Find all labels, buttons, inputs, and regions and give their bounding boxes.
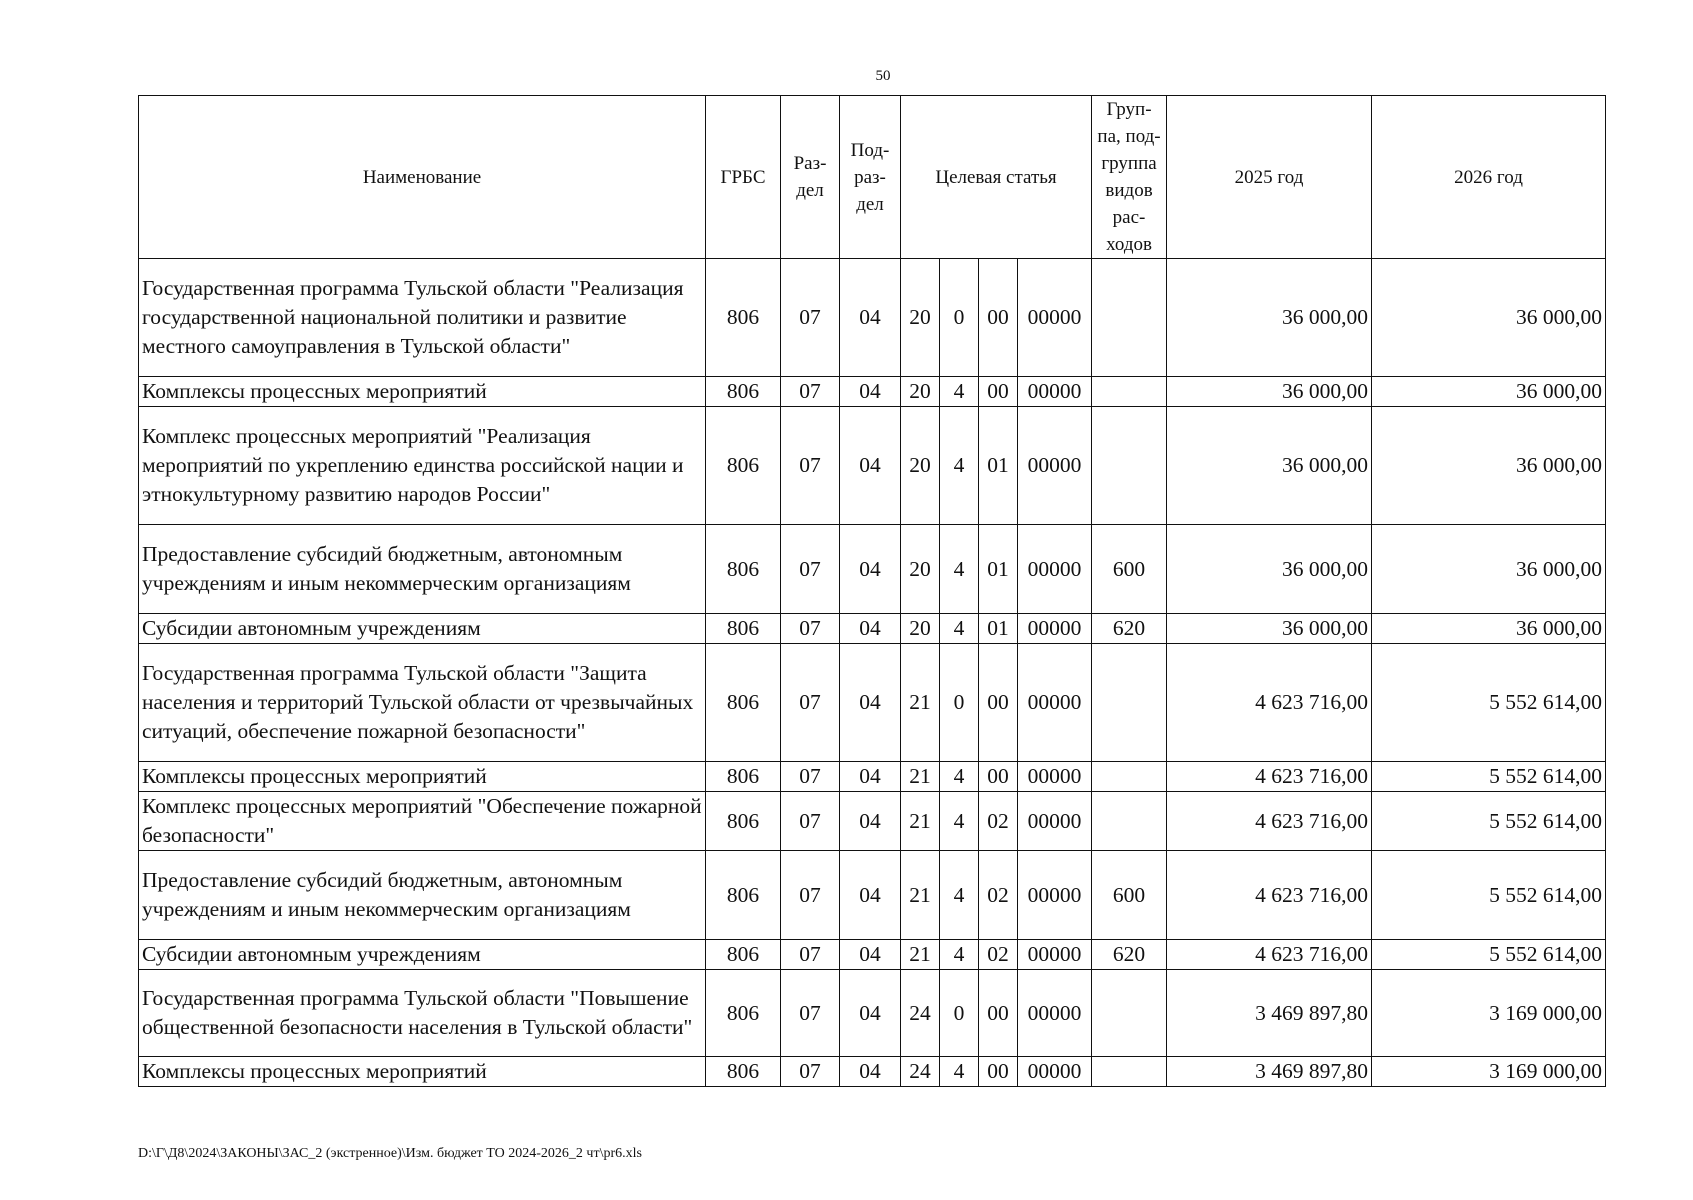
row-target-program: 24 xyxy=(901,970,940,1057)
row-target-type: 0 xyxy=(940,644,979,762)
row-name: Государственная программа Тульской области "Защита населения и территорий Тульской области от чрезвычайных ситуаций, обеспечение пожарной безопасности" xyxy=(139,644,706,762)
row-target-program: 20 xyxy=(901,259,940,377)
row-name: Государственная программа Тульской области "Повышение общественной безопасности населения в Тульской области" xyxy=(139,970,706,1057)
row-target-direction: 00000 xyxy=(1018,792,1092,851)
row-target-program: 20 xyxy=(901,377,940,407)
table-header-row xyxy=(139,96,1606,259)
row-target-program: 20 xyxy=(901,407,940,525)
header-year-2025: 2025 год xyxy=(1167,96,1372,259)
row-target-direction: 00000 xyxy=(1018,851,1092,940)
row-amount-2025: 4 623 716,00 xyxy=(1167,792,1372,851)
row-expense-group: 600 xyxy=(1092,851,1167,940)
row-podrazdel: 04 xyxy=(840,525,901,614)
row-target-subprogram: 01 xyxy=(979,407,1018,525)
row-target-program: 21 xyxy=(901,851,940,940)
table-row xyxy=(139,762,1606,792)
row-podrazdel: 04 xyxy=(840,407,901,525)
row-amount-2025: 4 623 716,00 xyxy=(1167,644,1372,762)
row-target-direction: 00000 xyxy=(1018,970,1092,1057)
row-expense-group: 620 xyxy=(1092,614,1167,644)
table-row xyxy=(139,644,1606,762)
row-podrazdel: 04 xyxy=(840,614,901,644)
row-target-type: 4 xyxy=(940,1057,979,1087)
table-row xyxy=(139,377,1606,407)
row-amount-2026: 5 552 614,00 xyxy=(1372,851,1606,940)
row-amount-2025: 4 623 716,00 xyxy=(1167,851,1372,940)
row-name: Комплексы процессных мероприятий xyxy=(139,762,706,792)
page-number: 50 xyxy=(875,68,891,84)
row-razdel: 07 xyxy=(781,970,840,1057)
row-expense-group xyxy=(1092,762,1167,792)
row-amount-2025: 36 000,00 xyxy=(1167,259,1372,377)
row-target-subprogram: 00 xyxy=(979,1057,1018,1087)
table-row xyxy=(139,1057,1606,1087)
row-target-subprogram: 02 xyxy=(979,940,1018,970)
row-expense-group: 620 xyxy=(1092,940,1167,970)
row-expense-group xyxy=(1092,407,1167,525)
header-name: Наименование xyxy=(139,96,706,259)
row-target-type: 0 xyxy=(940,259,979,377)
row-razdel: 07 xyxy=(781,940,840,970)
row-grbs: 806 xyxy=(706,259,781,377)
header-grbs: ГРБС xyxy=(706,96,781,259)
row-target-direction: 00000 xyxy=(1018,1057,1092,1087)
row-target-program: 21 xyxy=(901,792,940,851)
row-amount-2026: 3 169 000,00 xyxy=(1372,1057,1606,1087)
row-target-program: 21 xyxy=(901,940,940,970)
row-target-subprogram: 01 xyxy=(979,614,1018,644)
row-amount-2026: 36 000,00 xyxy=(1372,259,1606,377)
table-row xyxy=(139,940,1606,970)
row-razdel: 07 xyxy=(781,407,840,525)
row-grbs: 806 xyxy=(706,614,781,644)
row-razdel: 07 xyxy=(781,377,840,407)
row-name: Комплексы процессных мероприятий xyxy=(139,1057,706,1087)
row-amount-2025: 36 000,00 xyxy=(1167,407,1372,525)
budget-table xyxy=(138,95,1606,1087)
row-grbs: 806 xyxy=(706,407,781,525)
row-target-subprogram: 00 xyxy=(979,377,1018,407)
row-razdel: 07 xyxy=(781,762,840,792)
row-amount-2026: 5 552 614,00 xyxy=(1372,762,1606,792)
table-row xyxy=(139,525,1606,614)
row-razdel: 07 xyxy=(781,792,840,851)
header-expense-group: Груп- па, под- группа видов рас- ходов xyxy=(1092,96,1167,259)
row-target-type: 4 xyxy=(940,377,979,407)
row-grbs: 806 xyxy=(706,792,781,851)
row-target-program: 21 xyxy=(901,644,940,762)
row-name: Комплекс процессных мероприятий "Реализация мероприятий по укреплению единства российской нации и этнокультурному развитию народов России" xyxy=(139,407,706,525)
row-razdel: 07 xyxy=(781,644,840,762)
table-row xyxy=(139,407,1606,525)
row-amount-2026: 3 169 000,00 xyxy=(1372,970,1606,1057)
row-target-subprogram: 02 xyxy=(979,792,1018,851)
row-expense-group xyxy=(1092,644,1167,762)
row-amount-2026: 36 000,00 xyxy=(1372,377,1606,407)
row-target-program: 20 xyxy=(901,614,940,644)
row-amount-2026: 36 000,00 xyxy=(1372,407,1606,525)
row-name: Комплексы процессных мероприятий xyxy=(139,377,706,407)
row-name: Комплекс процессных мероприятий "Обеспечение пожарной безопасности" xyxy=(139,792,706,851)
row-grbs: 806 xyxy=(706,762,781,792)
row-target-type: 4 xyxy=(940,851,979,940)
table-row xyxy=(139,259,1606,377)
row-grbs: 806 xyxy=(706,1057,781,1087)
row-razdel: 07 xyxy=(781,851,840,940)
row-target-program: 21 xyxy=(901,762,940,792)
row-amount-2025: 36 000,00 xyxy=(1167,614,1372,644)
row-expense-group: 600 xyxy=(1092,525,1167,614)
row-amount-2026: 36 000,00 xyxy=(1372,525,1606,614)
row-target-program: 24 xyxy=(901,1057,940,1087)
row-target-type: 0 xyxy=(940,970,979,1057)
row-target-direction: 00000 xyxy=(1018,407,1092,525)
row-podrazdel: 04 xyxy=(840,851,901,940)
row-amount-2026: 5 552 614,00 xyxy=(1372,940,1606,970)
table-row xyxy=(139,614,1606,644)
header-target-article: Целевая статья xyxy=(901,96,1092,259)
row-amount-2025: 4 623 716,00 xyxy=(1167,940,1372,970)
row-podrazdel: 04 xyxy=(840,792,901,851)
row-expense-group xyxy=(1092,377,1167,407)
row-target-subprogram: 00 xyxy=(979,259,1018,377)
row-target-direction: 00000 xyxy=(1018,259,1092,377)
row-name: Предоставление субсидий бюджетным, автономным учреждениям и иным некоммерческим организациям xyxy=(139,525,706,614)
row-podrazdel: 04 xyxy=(840,377,901,407)
row-target-direction: 00000 xyxy=(1018,644,1092,762)
row-grbs: 806 xyxy=(706,851,781,940)
row-razdel: 07 xyxy=(781,1057,840,1087)
header-podrazdel: Под- раз- дел xyxy=(840,96,901,259)
table-row xyxy=(139,792,1606,851)
row-podrazdel: 04 xyxy=(840,762,901,792)
row-grbs: 806 xyxy=(706,644,781,762)
row-target-type: 4 xyxy=(940,792,979,851)
header-razdel: Раз- дел xyxy=(781,96,840,259)
row-target-type: 4 xyxy=(940,762,979,792)
row-podrazdel: 04 xyxy=(840,259,901,377)
header-year-2026: 2026 год xyxy=(1372,96,1606,259)
row-target-type: 4 xyxy=(940,614,979,644)
row-amount-2025: 36 000,00 xyxy=(1167,525,1372,614)
row-podrazdel: 04 xyxy=(840,1057,901,1087)
row-razdel: 07 xyxy=(781,259,840,377)
row-amount-2026: 5 552 614,00 xyxy=(1372,644,1606,762)
row-target-subprogram: 00 xyxy=(979,970,1018,1057)
row-name: Государственная программа Тульской области "Реализация государственной национальной политики и развитие местного самоуправления в Тульской области" xyxy=(139,259,706,377)
row-target-direction: 00000 xyxy=(1018,614,1092,644)
row-target-direction: 00000 xyxy=(1018,762,1092,792)
row-name: Субсидии автономным учреждениям xyxy=(139,614,706,644)
row-name: Субсидии автономным учреждениям xyxy=(139,940,706,970)
row-name: Предоставление субсидий бюджетным, автономным учреждениям и иным некоммерческим организациям xyxy=(139,851,706,940)
row-grbs: 806 xyxy=(706,940,781,970)
row-target-direction: 00000 xyxy=(1018,940,1092,970)
row-target-direction: 00000 xyxy=(1018,525,1092,614)
row-amount-2025: 3 469 897,80 xyxy=(1167,970,1372,1057)
row-podrazdel: 04 xyxy=(840,970,901,1057)
row-amount-2026: 36 000,00 xyxy=(1372,614,1606,644)
row-grbs: 806 xyxy=(706,525,781,614)
file-path-footer: D:\Г\Д8\2024\ЗАКОНЫ\ЗАС_2 (экстренное)\Изм. бюджет ТО 2024-2026_2 чт\pr6.xls xyxy=(138,1146,642,1161)
row-amount-2025: 3 469 897,80 xyxy=(1167,1057,1372,1087)
table-row xyxy=(139,970,1606,1057)
row-target-subprogram: 01 xyxy=(979,525,1018,614)
row-expense-group xyxy=(1092,1057,1167,1087)
row-amount-2025: 4 623 716,00 xyxy=(1167,762,1372,792)
row-razdel: 07 xyxy=(781,525,840,614)
row-expense-group xyxy=(1092,259,1167,377)
row-podrazdel: 04 xyxy=(840,940,901,970)
row-target-type: 4 xyxy=(940,525,979,614)
row-expense-group xyxy=(1092,970,1167,1057)
row-target-direction: 00000 xyxy=(1018,377,1092,407)
row-expense-group xyxy=(1092,792,1167,851)
row-amount-2025: 36 000,00 xyxy=(1167,377,1372,407)
row-target-subprogram: 00 xyxy=(979,762,1018,792)
row-podrazdel: 04 xyxy=(840,644,901,762)
row-target-type: 4 xyxy=(940,407,979,525)
row-grbs: 806 xyxy=(706,377,781,407)
row-razdel: 07 xyxy=(781,614,840,644)
row-target-type: 4 xyxy=(940,940,979,970)
row-target-program: 20 xyxy=(901,525,940,614)
row-grbs: 806 xyxy=(706,970,781,1057)
row-target-subprogram: 00 xyxy=(979,644,1018,762)
row-target-subprogram: 02 xyxy=(979,851,1018,940)
row-amount-2026: 5 552 614,00 xyxy=(1372,792,1606,851)
table-row xyxy=(139,851,1606,940)
